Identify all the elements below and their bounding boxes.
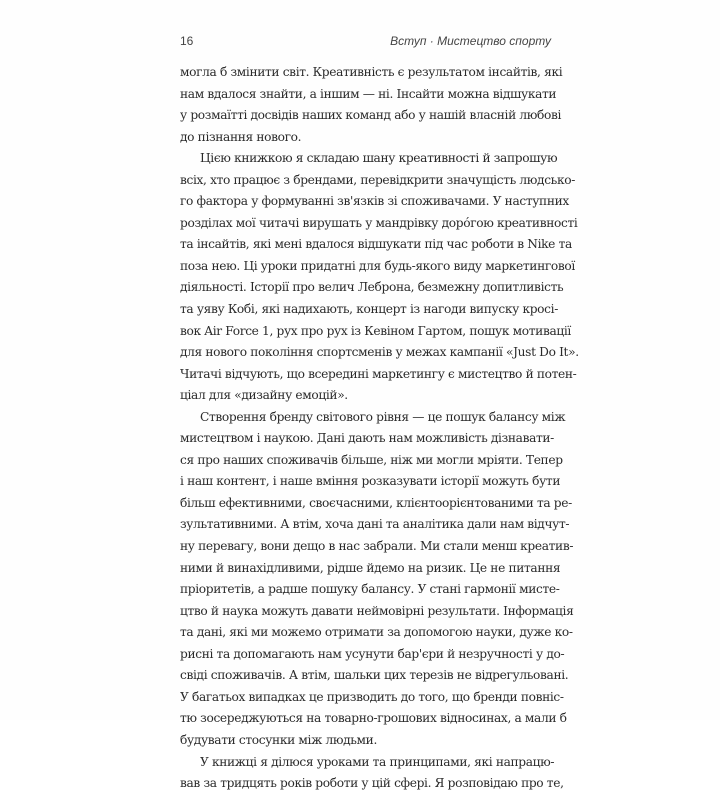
text-line: У книжці я ділюся уроками та принципами, які напрацю- <box>200 754 555 769</box>
text-line: ними й винахідливими, рідше йдемо на ризик. Це не питання <box>180 560 561 575</box>
text-line: Цією книжкою я складаю шану креативності й запрошую <box>200 151 558 166</box>
text-line: більш ефективними, своєчасними, клієнтоорієнтованими та ре- <box>180 495 572 510</box>
text-line: діяльності. Історії про велич Леброна, безмежну допитливість <box>180 280 564 295</box>
text-line: ціал для «дизайну емоцій». <box>180 388 348 403</box>
paragraph <box>180 407 574 752</box>
text-line: розділах мої читачі вирушать у мандрівку дорóгою креативності <box>180 215 578 230</box>
text-line: рисні та допомагають нам усунути бар'єри й незручності у до- <box>180 646 565 661</box>
text-line: та інсайтів, які мені вдалося відшукати під час роботи в Nike та <box>180 237 572 252</box>
text-line: го фактора у формуванні зв'язків зі споживачами. У наступних <box>180 194 569 209</box>
paragraph <box>180 752 564 795</box>
text-line: вав за тридцять років роботи у цій сфері. Я розповідаю про те, <box>180 776 564 791</box>
text-line: та уяву Кобі, які надихають, концерт із нагоди випуску кросі- <box>180 302 558 317</box>
text-line: поза нею. Ці уроки придатні для будь-якого виду маркетингової <box>180 258 575 273</box>
text-line: вок Air Force 1, рух про рух із Кевіном Гартом, пошук мотивації <box>180 323 571 338</box>
text-line: У багатьох випадках це призводить до того, що бренди повніс- <box>180 689 564 704</box>
text-line: могла б змінити світ. Креативність є результатом інсайтів, які <box>180 65 563 79</box>
text-line: нам вдалося знайти, а іншим — ні. Інсайти можна відшукати <box>180 86 557 101</box>
text-line: свіді споживачів. А втім, шальки цих терезів не відрегульовані. <box>180 668 569 683</box>
text-line: ся про наших споживачів більше, ніж ми могли мріяти. Тепер <box>180 452 563 467</box>
text-line: для нового покоління спортсменів у межах кампанії «Just Do It». <box>180 345 579 360</box>
page-number: 16 <box>180 34 194 48</box>
text-line: до пізнання нового. <box>180 129 302 144</box>
paragraph <box>180 62 563 148</box>
text-line: цтво й наука можуть давати неймовірні результати. Інформація <box>180 603 574 618</box>
text-line: будувати стосунки між людьми. <box>180 732 377 747</box>
page-header <box>180 34 551 52</box>
text-line: Створення бренду світового рівня — це пошук балансу між <box>200 409 566 424</box>
text-line: та дані, які ми можемо отримати за допомогою науки, дуже ко- <box>180 625 573 640</box>
text-line: тю зосереджуються на товарно-грошових відносинах, а мали б <box>180 711 567 726</box>
text-line: всіх, хто працює з брендами, перевідкрити значущість людсько- <box>180 172 575 187</box>
text-line: і наш контент, і наше вміння розказувати історії можуть бути <box>180 474 561 489</box>
text-line: пріоритетів, а радше пошуку балансу. У стані гармонії мисте- <box>180 582 560 597</box>
text-line: ну перевагу, вони дещо в нас забрали. Ми стали менш креатив- <box>180 539 574 554</box>
text-line: у розмаїтті досвідів наших команд або у нашій власній любові <box>180 108 562 123</box>
body-text <box>180 62 579 795</box>
text-line: Читачі відчують, що всередині маркетингу є мистецтво й потен- <box>180 366 577 381</box>
text-line: мистецтвом і наукою. Дані дають нам можливість дізнавати- <box>180 431 554 446</box>
text-line: зультативними. А втім, хоча дані та аналітика дали нам відчут- <box>180 517 570 532</box>
running-title: Вступ · Мистецтво спорту <box>390 34 551 48</box>
paragraph <box>180 148 579 407</box>
